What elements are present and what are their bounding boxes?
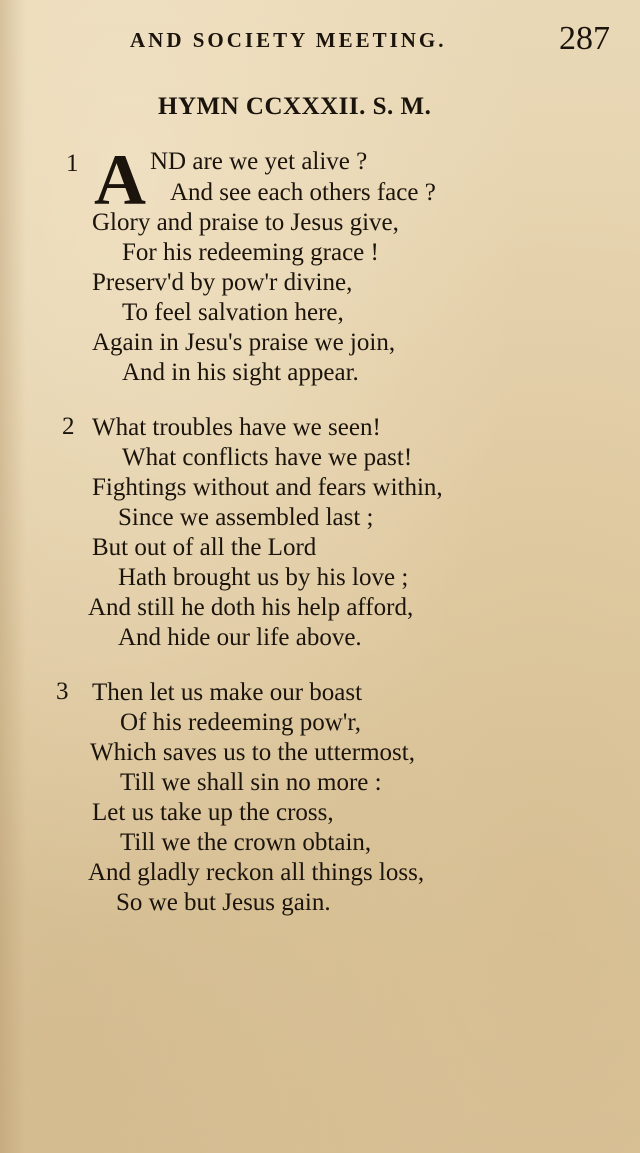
verse-line: For his redeeming grace ! — [122, 239, 379, 266]
verse-line: ND are we yet alive ? — [150, 148, 368, 175]
verse-line: But out of all the Lord — [92, 534, 317, 561]
verse-line: Again in Jesu's praise we join, — [92, 329, 396, 356]
verse-line: Glory and praise to Jesus give, — [92, 209, 399, 236]
verse-line: Fightings without and fears within, — [92, 474, 443, 501]
verse-line: What conflicts have we past! — [122, 444, 413, 471]
verse-line: And still he doth his help afford, — [88, 594, 414, 621]
page-number: 287 — [559, 20, 610, 57]
running-head: AND SOCIETY MEETING. — [130, 28, 447, 52]
verse-line: Of his redeeming pow'r, — [120, 709, 361, 736]
verse-line: And hide our life above. — [118, 624, 362, 651]
verse-line: And in his sight appear. — [122, 359, 359, 386]
verse-line: To feel salvation here, — [122, 299, 344, 326]
verse-number: 1 — [66, 150, 79, 177]
verse-line: What troubles have we seen! — [92, 414, 381, 441]
verse-number: 3 — [56, 678, 69, 705]
verse-line: Which saves us to the uttermost, — [90, 739, 415, 766]
verse-line: Let us take up the cross, — [92, 799, 334, 826]
verse-line: So we but Jesus gain. — [116, 889, 331, 916]
drop-cap: A — [94, 140, 146, 220]
verse-number: 2 — [62, 413, 75, 440]
verse-line: Hath brought us by his love ; — [118, 564, 409, 591]
verse-line: Till we the crown obtain, — [120, 829, 372, 856]
verse-line: And gladly reckon all things loss, — [88, 859, 425, 886]
verse-line: And see each others face ? — [170, 179, 436, 206]
verse-line: Till we shall sin no more : — [120, 769, 382, 796]
hymn-title: HYMN CCXXXII. S. M. — [158, 93, 432, 120]
verse-line: Then let us make our boast — [92, 679, 363, 706]
verse-line: Since we assembled last ; — [118, 504, 374, 531]
verse-line: Preserv'd by pow'r divine, — [92, 269, 353, 296]
